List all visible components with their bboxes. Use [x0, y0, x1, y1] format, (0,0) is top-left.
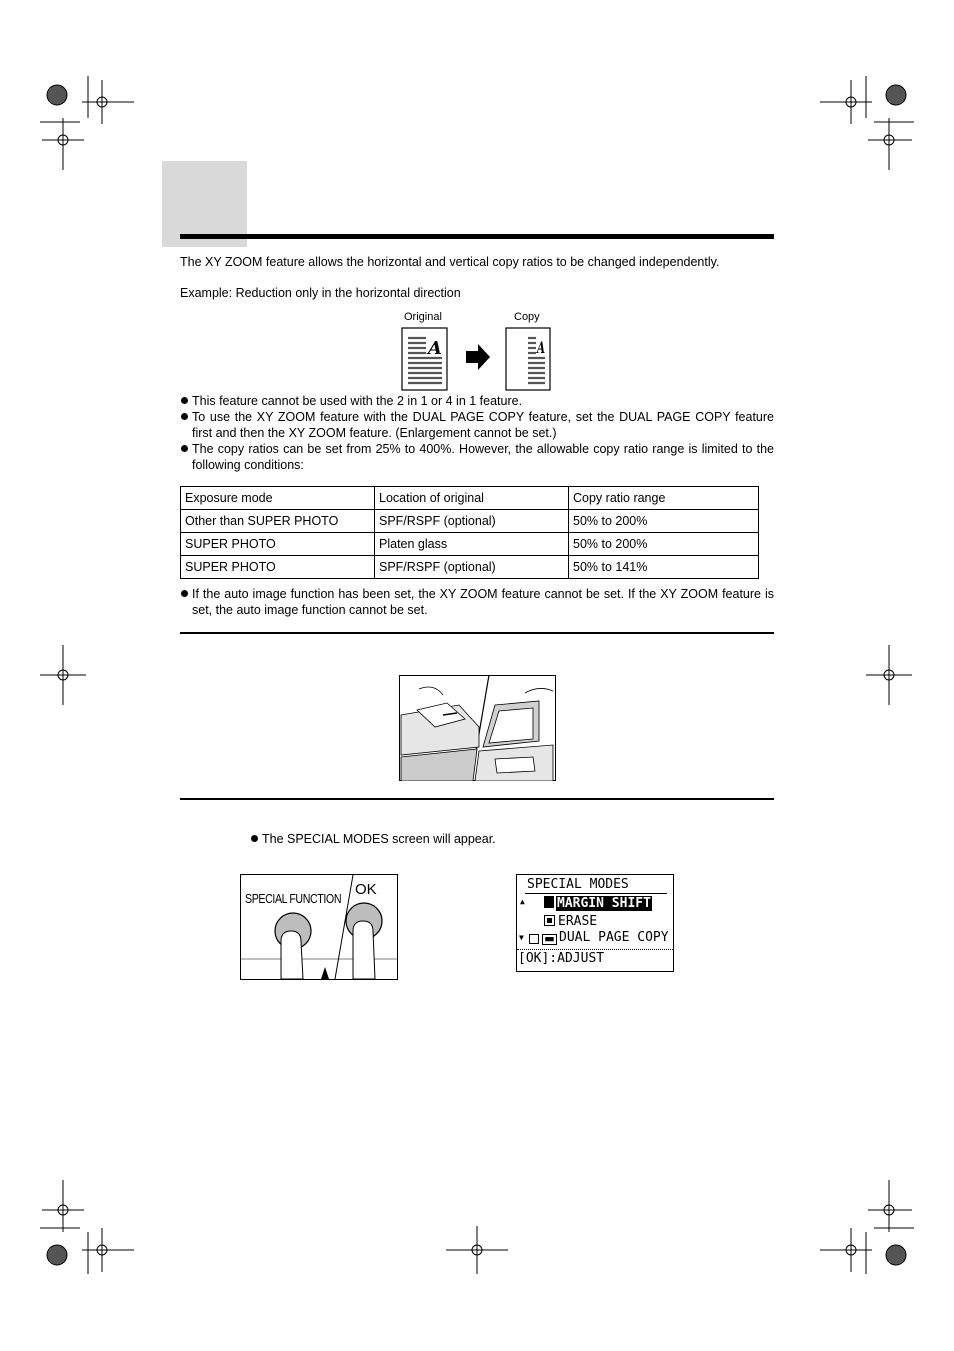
- intro-text: The XY ZOOM feature allows the horizontal and vertical copy ratios to be changed independently.: [180, 255, 720, 269]
- table-cell: 50% to 200%: [569, 510, 759, 533]
- checkbox-icon: [529, 934, 539, 944]
- table-cell: SPF/RSPF (optional): [375, 510, 569, 533]
- table-cell: SPF/RSPF (optional): [375, 556, 569, 579]
- margin-shift-icon: [544, 896, 554, 908]
- table-header: Location of original: [375, 487, 569, 510]
- notes-list: [180, 393, 774, 473]
- note-item: The SPECIAL MODES screen will appear.: [250, 831, 650, 847]
- table-cell: 50% to 141%: [569, 556, 759, 579]
- table-cell: Platen glass: [375, 533, 569, 556]
- erase-icon: [544, 915, 555, 926]
- lcd-item-dual-page-copy[interactable]: [542, 930, 669, 945]
- dual-page-icon: ■■: [542, 934, 557, 945]
- place-original-illustration: [399, 675, 556, 781]
- table-header: Exposure mode: [181, 487, 375, 510]
- note-item: This feature cannot be used with the 2 in 1 or 4 in 1 feature.: [180, 393, 774, 409]
- note-item: The copy ratios can be set from 25% to 400%. However, the allowable copy ratio range is limited to the following conditions:: [180, 441, 774, 473]
- letter-a-icon: A: [428, 338, 442, 359]
- step-rule-2: [180, 798, 774, 800]
- step-notes: [250, 831, 650, 847]
- table-cell: 50% to 200%: [569, 533, 759, 556]
- lcd-item-margin-shift[interactable]: [544, 896, 652, 911]
- lcd-footer-divider: [517, 949, 673, 950]
- table-row: [181, 533, 759, 556]
- note-item: To use the XY ZOOM feature with the DUAL PAGE COPY feature, set the DUAL PAGE COPY feature first and then the XY ZOOM feature. (Enlargement cannot be set.): [180, 409, 774, 441]
- table-cell: SUPER PHOTO: [181, 533, 375, 556]
- lcd-title-underline: [525, 893, 667, 894]
- lcd-item-erase[interactable]: [544, 914, 597, 929]
- finger-icon: [281, 931, 303, 979]
- table-row: [181, 556, 759, 579]
- lcd-footer: [OK]:ADJUST: [518, 951, 605, 966]
- original-label: Original: [404, 311, 442, 323]
- title-rule: [180, 234, 774, 239]
- lcd-display: [516, 874, 674, 972]
- finger-icon: [353, 921, 375, 979]
- copy-label: Copy: [514, 311, 540, 323]
- copy-ratio-table: [180, 486, 759, 579]
- triangle-icon: [321, 967, 329, 979]
- arrow-right-icon: [466, 344, 490, 370]
- lcd-item-label: MARGIN SHIFT: [557, 896, 651, 911]
- special-function-label: SPECIAL FUNCTION: [245, 891, 342, 906]
- ok-label: OK: [355, 881, 377, 898]
- scroll-down-icon: ▼: [519, 933, 524, 942]
- step-rule-1: [180, 632, 774, 634]
- notes-list-2: [180, 586, 774, 618]
- control-panel-illustration: [240, 874, 398, 980]
- lcd-title: SPECIAL MODES: [527, 877, 629, 892]
- table-cell: Other than SUPER PHOTO: [181, 510, 375, 533]
- note-item: If the auto image function has been set, the XY ZOOM feature cannot be set. If the XY ZOOM feature is set, the auto image function cannot be set.: [180, 586, 774, 618]
- table-header-row: [181, 487, 759, 510]
- letter-a-narrow-icon: A: [535, 338, 545, 357]
- table-row: [181, 510, 759, 533]
- lcd-item-label: ERASE: [558, 914, 598, 929]
- lcd-item-label: DUAL PAGE COPY: [559, 930, 669, 945]
- scroll-up-icon: ▲: [520, 897, 525, 906]
- table-cell: SUPER PHOTO: [181, 556, 375, 579]
- table-header: Copy ratio range: [569, 487, 759, 510]
- example-text: Example: Reduction only in the horizontal direction: [180, 286, 461, 300]
- xy-zoom-diagram: [400, 326, 554, 392]
